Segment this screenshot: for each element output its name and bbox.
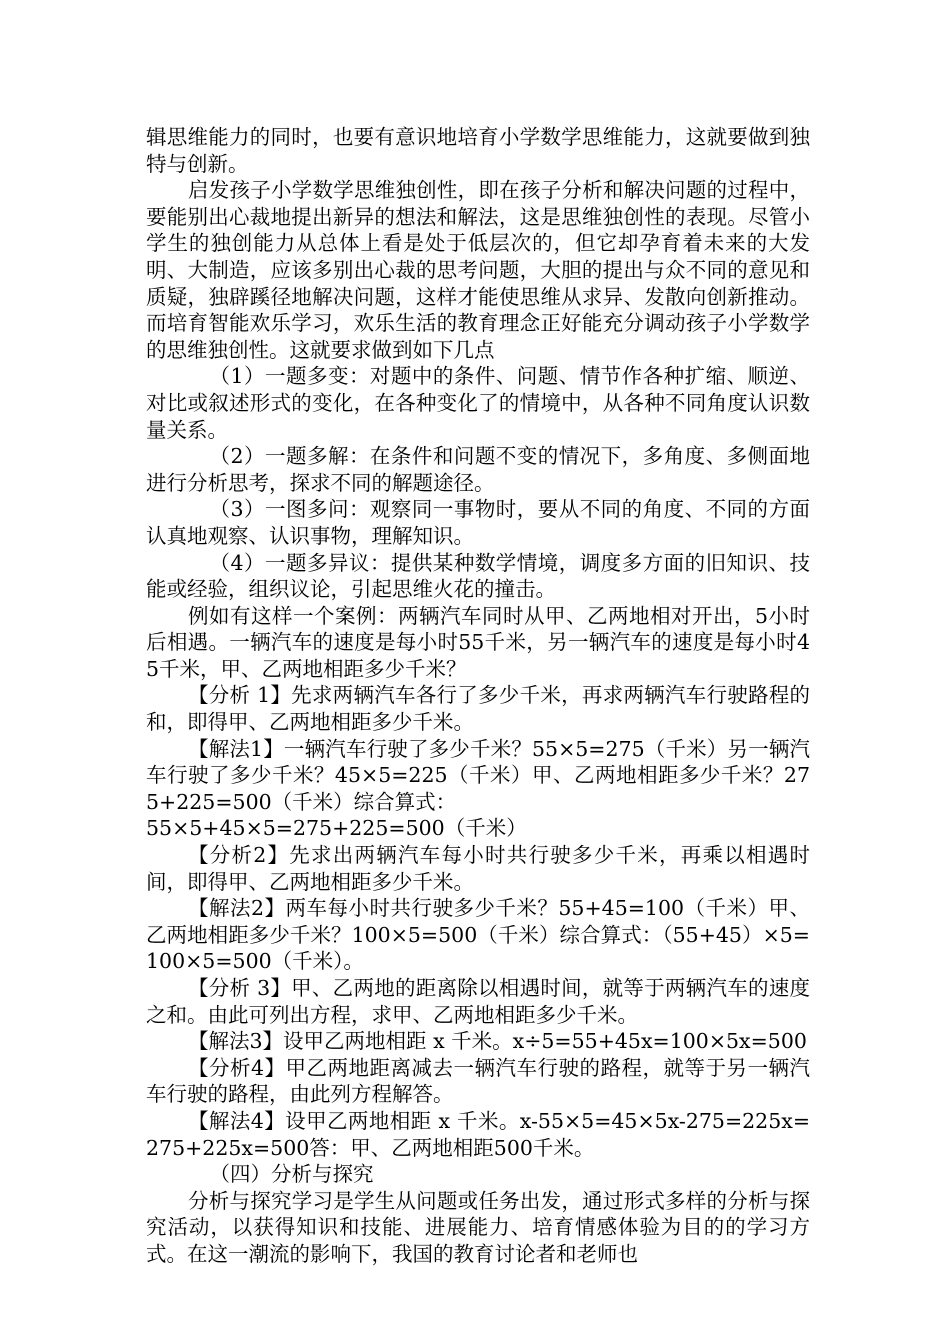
document-page bbox=[146, 124, 810, 1268]
paragraph: 启发孩子小学数学思维独创性，即在孩子分析和解决问题的过程中，要能别出心裁地提出新异的想法和解法，这是思维独创性的表现。尽管小学生的独创能力从总体上看是处于低层次的，但它却孕育着未来的大发明、大制造，应该多别出心裁的思考问题，大胆的提出与众不同的意见和质疑，独辟蹊径地解决问题，这样才能使思维从求异、发散向创新推动。而培育智能欢乐学习，欢乐生活的教育理念正好能充分调动孩子小学数学的思维独创性。这就要求做到如下几点 bbox=[146, 178, 810, 362]
analysis-paragraph: 【分析4】甲乙两地距离减去一辆汽车行驶的路程，就等于另一辆汽车行驶的路程，由此列方程解答。 bbox=[146, 1055, 810, 1107]
solution-paragraph: 【解法2】两车每小时共行驶多少千米？55+45=100（千米）甲、乙两地相距多少千米？100×5=500（千米）综合算式：（55+45）×5=100×5=500（千米）。 bbox=[146, 896, 810, 974]
solution-paragraph: 【解法4】设甲乙两地相距 x 千米。x-55×5=45×5x-275=225x=275+225x=500答：甲、乙两地相距500千米。 bbox=[146, 1108, 810, 1160]
paragraph: 辑思维能力的同时，也要有意识地培育小学数学思维能力，这就要做到独特与创新。 bbox=[146, 125, 810, 176]
solution-paragraph: 【解法1】一辆汽车行驶了多少千米？55×5=275（千米）另一辆汽车行驶了多少千米？45×5=225（千米）甲、乙两地相距多少千米？275+225=500（千米）综合算式： bbox=[146, 736, 810, 814]
analysis-paragraph: 【分析 1】先求两辆汽车各行了多少千米，再求两辆汽车行驶路程的和，即得甲、乙两地相距多少千米。 bbox=[146, 683, 810, 735]
paragraph: 例如有这样一个案例：两辆汽车同时从甲、乙两地相对开出，5小时后相遇。一辆汽车的速度是每小时55千米，另一辆汽车的速度是每小时45千米，甲、乙两地相距多少千米？ bbox=[146, 603, 810, 681]
section-heading: （四）分析与探究 bbox=[209, 1162, 374, 1187]
solution-paragraph: 【解法3】设甲乙两地相距 x 千米。x÷5=55+45x=100×5x=500 bbox=[188, 1029, 807, 1054]
list-item: （4）一题多异议：提供某种数学情境，调度多方面的旧知识、技能或经验，组织议论，引起思维火花的撞击。 bbox=[146, 550, 810, 602]
list-item: （1）一题多变：对题中的条件、问题、情节作各种扩缩、顺逆、对比或叙述形式的变化，在各种变化了的情境中，从各种不同角度认识数量关系。 bbox=[146, 364, 810, 442]
formula-line: 55×5+45×5=275+225=500（千米） bbox=[146, 816, 527, 841]
analysis-paragraph: 【分析2】先求出两辆汽车每小时共行驶多少千米，再乘以相遇时间，即得甲、乙两地相距多少千米。 bbox=[146, 843, 810, 894]
list-item: （3）一图多问：观察同一事物时，要从不同的角度、不同的方面认真地观察、认识事物，理解知识。 bbox=[146, 497, 810, 548]
paragraph: 分析与探究学习是学生从问题或任务出发，通过形式多样的分析与探究活动，以获得知识和技能、进展能力、培育情感体验为目的的学习方式。在这一潮流的影响下，我国的教育讨论者和老师也 bbox=[146, 1188, 810, 1266]
list-item: （2）一题多解：在条件和问题不变的情况下，多角度、多侧面地进行分析思考，探求不同的解题途径。 bbox=[146, 444, 810, 495]
analysis-paragraph: 【分析 3】甲、乙两地的距离除以相遇时间，就等于两辆汽车的速度之和。由此可列出方程，求甲、乙两地相距多少千米。 bbox=[146, 976, 810, 1027]
